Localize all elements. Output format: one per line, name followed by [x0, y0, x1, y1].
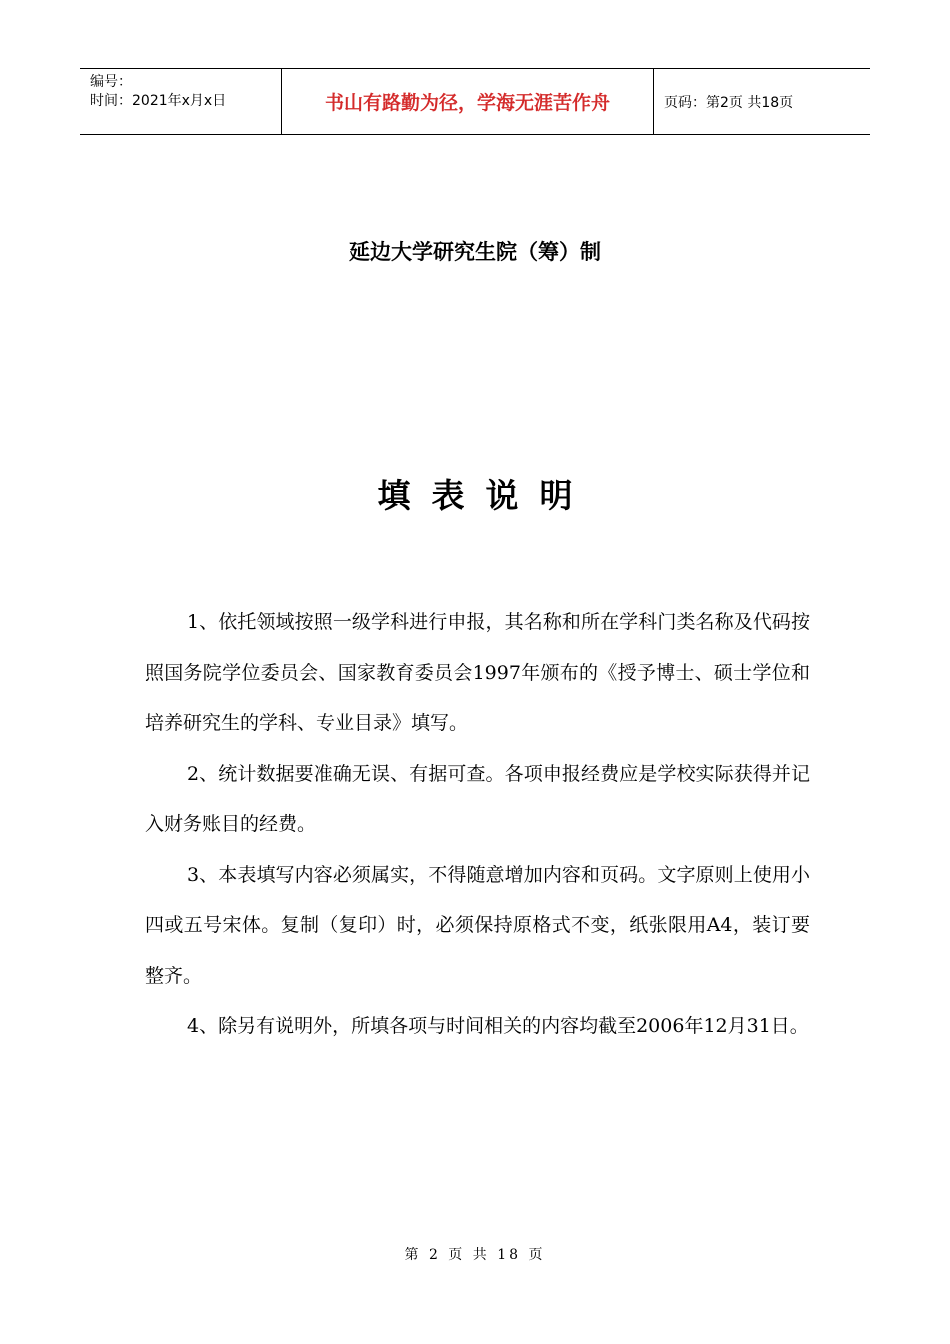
- instruction-paragraph-4: 4、除另有说明外，所填各项与时间相关的内容均截至2006年12月31日。: [187, 1015, 809, 1037]
- page-footer: 第 2 页 共 18 页: [404, 1247, 546, 1263]
- instructions-body: [145, 597, 810, 1052]
- instruction-paragraph-2: 2、统计数据要准确无误、有据可查。各项申报经费应是学校实际获得并记入财务账目的经费。: [145, 762, 810, 835]
- institution-name: 延边大学研究生院（筹）制: [349, 240, 601, 264]
- page-title: 填表说明: [377, 476, 594, 515]
- document-number-label: 编号：: [90, 74, 132, 90]
- document-time-label: 时间：2021年x月x日: [90, 93, 227, 109]
- header-meta: [80, 69, 281, 134]
- instruction-paragraph-1: 1、依托领域按照一级学科进行申报，其名称和所在学科门类名称及代码按照国务院学位委员会、国家教育委员会1997年颁布的《授予博士、硕士学位和培养研究生的学科、专业目录》填写。: [145, 611, 810, 734]
- page-header: [80, 68, 870, 135]
- header-page-info: 页码：第2页 共18页: [664, 94, 794, 111]
- header-motto: 书山有路勤为径，学海无涯苦作舟: [281, 69, 654, 134]
- instruction-paragraph-3: 3、本表填写内容必须属实，不得随意增加内容和页码。文字原则上使用小四或五号宋体。复制（复印）时，必须保持原格式不变，纸张限用A4，装订要整齐。: [145, 863, 810, 987]
